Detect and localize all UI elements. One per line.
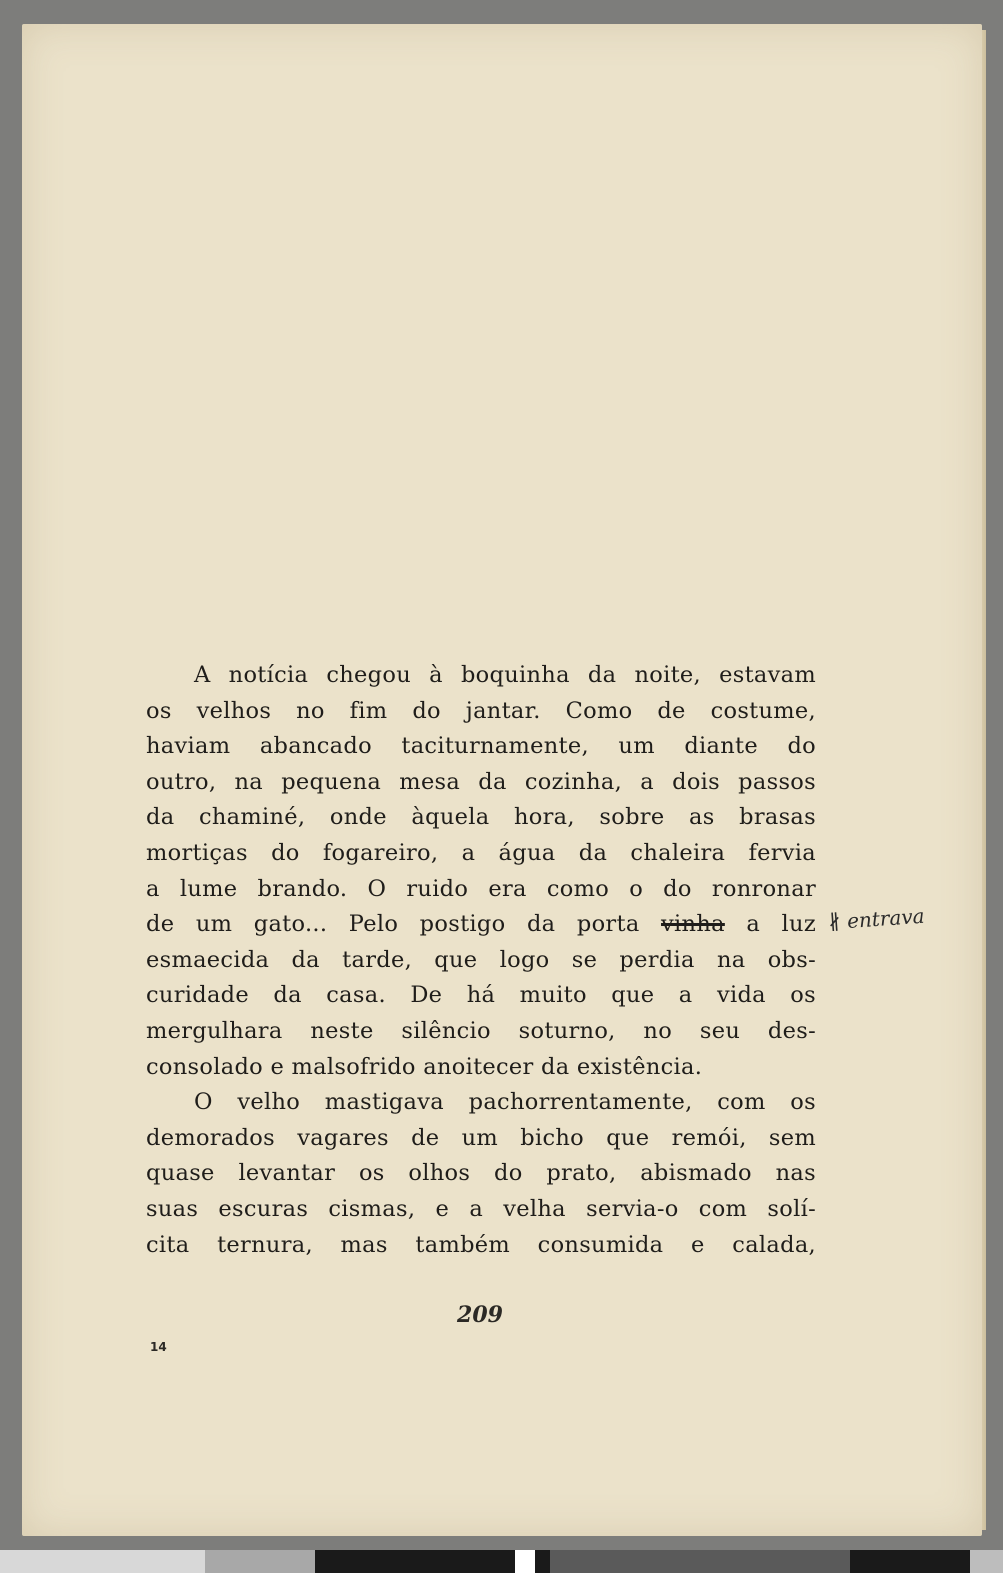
scale-segment bbox=[205, 1550, 315, 1573]
text-line-with-correction bbox=[146, 907, 816, 943]
text-line: curidade da casa. De há muito que a vida os bbox=[146, 982, 816, 1009]
scale-segment bbox=[850, 1550, 970, 1573]
text-line: a lume brando. O ruido era como o do ronronar bbox=[146, 875, 816, 902]
text-line: haviam abancado taciturnamente, um diante do bbox=[146, 733, 816, 760]
text-line: mergulhara neste silêncio soturno, no seu des- bbox=[146, 1017, 816, 1044]
text-line: da chaminé, onde àquela hora, sobre as brasas bbox=[146, 804, 816, 831]
scale-segment bbox=[515, 1550, 535, 1573]
text-line: mortiças do fogareiro, a água da chaleira fervia bbox=[146, 839, 816, 866]
color-scale-bar bbox=[0, 1550, 1003, 1573]
text-line: outro, na pequena mesa da cozinha, a dois passos bbox=[146, 768, 816, 795]
body-text bbox=[146, 658, 816, 1263]
scale-segment bbox=[0, 1550, 205, 1573]
page-number: 209 bbox=[457, 1302, 503, 1328]
text-line: A notícia chegou à boquinha da noite, estavam bbox=[194, 662, 816, 688]
text-line: os velhos no fim do jantar. Como de costume, bbox=[146, 697, 816, 724]
text-line: esmaecida da tarde, que logo se perdia na obs- bbox=[146, 946, 816, 973]
scale-segment bbox=[550, 1550, 850, 1573]
struck-word: vinha bbox=[661, 911, 725, 938]
text-segment: a luz bbox=[746, 911, 816, 938]
text-line: quase levantar os olhos do prato, abismado nas bbox=[146, 1160, 816, 1187]
correction-mark: ∦ bbox=[827, 909, 848, 935]
text-line: O velho mastigava pachorrentamente, com os bbox=[194, 1089, 816, 1116]
text-line: demorados vagares de um bicho que remói, sem bbox=[146, 1124, 816, 1151]
text-segment: de um gato... Pelo postigo da porta bbox=[146, 911, 640, 938]
margin-note-text: entrava bbox=[846, 903, 926, 934]
scale-segment bbox=[315, 1550, 515, 1573]
scale-segment bbox=[970, 1550, 1003, 1573]
text-line: suas escuras cismas, e a velha servia-o com solí- bbox=[146, 1195, 816, 1222]
scale-segment bbox=[535, 1550, 550, 1573]
signature-mark: 14 bbox=[150, 1340, 167, 1354]
text-line: consolado e malsofrido anoitecer da existência. bbox=[146, 1053, 703, 1080]
text-line: cita ternura, mas também consumida e calada, bbox=[146, 1231, 816, 1258]
